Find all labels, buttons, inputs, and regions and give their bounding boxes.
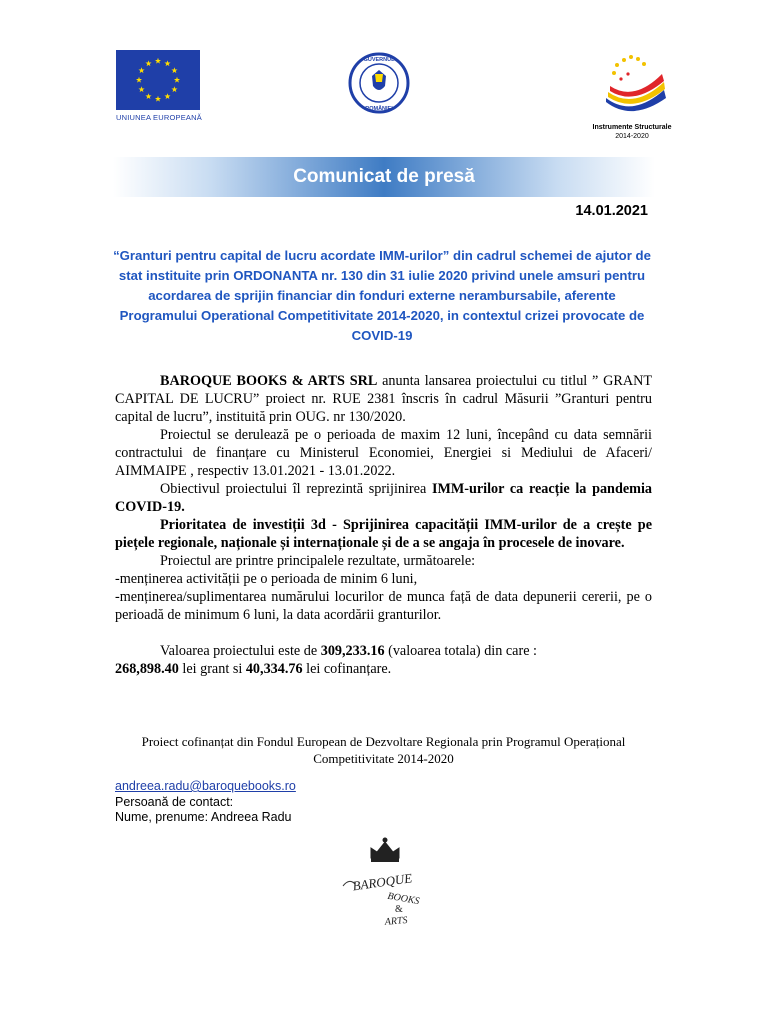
eu-star [174,77,180,83]
svg-text:BOOKS: BOOKS [386,890,421,908]
value-text-4: lei cofinanțare. [302,661,392,677]
contact-label: Persoană de contact: [115,794,234,809]
paragraph-priority [115,516,652,552]
paragraph-value [115,642,652,678]
instrumente-structurale-logo [586,52,678,141]
objective-text: Obiectivul proiectului îl reprezintă sprijinirea [160,481,432,497]
eu-caption: UNIUNEA EUROPEANĂ [116,113,202,122]
objective-bold: IMM-urilor ca reacție la pandemia COVID-19. [115,481,652,515]
banner-title: Comunicat de presă [293,166,475,187]
contact-name: Nume, prenume: Andreea Radu [115,810,292,824]
eu-star [164,60,170,66]
paragraph-objective [115,480,652,516]
contact-block [115,779,515,826]
eu-star [155,96,161,102]
company-name: BAROQUE BOOKS & ARTS SRL [160,373,378,389]
romanian-government-seal-icon [348,52,410,114]
paragraph-duration: Proiectul se derulează pe o perioada de maxim 12 luni, începând cu data semnării contractului de finanțare cu Ministerul Economiei, Energiei si Mediului de Afaceri/ AIMMAIPE , respectiv 13.01.2021 - 13.01.2022. [115,427,652,479]
value-total: 309,233.16 [320,643,385,659]
press-body [115,372,652,678]
contact-email-link[interactable]: andreea.radu@baroquebooks.ro [115,779,296,793]
instrumente-structurale-icon [586,52,678,118]
eu-star [171,86,177,92]
value-text-2: (valoarea totala) din care : [384,643,537,659]
eu-star [145,60,151,66]
eu-star [164,93,170,99]
value-grant: 268,898.40 [115,661,179,677]
eu-star [145,93,151,99]
eu-star [139,86,145,92]
value-text-1: Valoarea proiectului este de [160,643,321,659]
eu-flag-icon [116,50,200,110]
eu-star [155,58,161,64]
svg-text:GUVERNUL: GUVERNUL [363,57,395,63]
result-item-1: -menținerea activității pe o perioada de minim 6 luni, [115,571,418,587]
priority-text: Prioritatea de investiții 3d - Sprijinirea capacității IMM-urilor de a crește pe piețele regionale, naționale și internaționale și de a se angaja în procesele de inovare. [115,517,652,551]
paragraph-intro [115,372,652,426]
is-caption-years: 2014-2020 [615,133,649,140]
eu-star [136,77,142,83]
cofinance-note: Proiect cofinanțat din Fondul European de Dezvoltare Regionala prin Programul Operațional Competitivitate 2014-2020 [141,734,626,766]
value-text-3: lei grant si [178,661,246,677]
svg-text:&: & [395,904,403,915]
eu-logo [116,50,204,122]
intro-text: anunta lansarea proiectului cu titlul ” GRANT CAPITAL DE LUCRU” proiect nr. RUE 2381 înscris în cadrul Măsurii ”Granturi pentru capital de lucru”, instituită prin OUG. nr 130/2020. [115,373,652,425]
eu-star [139,67,145,73]
svg-text:ROMÂNIEI: ROMÂNIEI [365,106,393,112]
paragraph-results: Proiectul are printre principalele rezultate, următoarele: [160,553,476,569]
svg-text:ARTS: ARTS [384,914,408,928]
value-cofinance: 40,334.76 [245,661,303,677]
eu-star [171,67,177,73]
logo-bar [0,0,768,150]
result-item-2: -menținerea/suplimentarea numărului locurilor de munca față de data depunerii cererii, pe o perioadă de minimum 6 luni, la data acordării granturilor. [115,589,652,623]
headline: “Granturi pentru capital de lucru acordate IMM-urilor” din cadrul schemei de ajutor de stat instituite prin ORDONANTA nr. 130 din 31 iulie 2020 privind unele amsuri pentru acordarea de sprijin financiar din fonduri externe nerambursabile, aferente Programului Operational Competitivitate 2014-2020, in contextul crizei provocate de COVID-19 [113,248,651,343]
release-date: 14.01.2021 [575,203,648,219]
is-caption-title: Instrumente Structurale [592,124,672,131]
baroque-books-logo-icon [335,828,435,928]
svg-text:BAROQUE: BAROQUE [351,870,414,894]
press-release-banner [113,157,655,197]
